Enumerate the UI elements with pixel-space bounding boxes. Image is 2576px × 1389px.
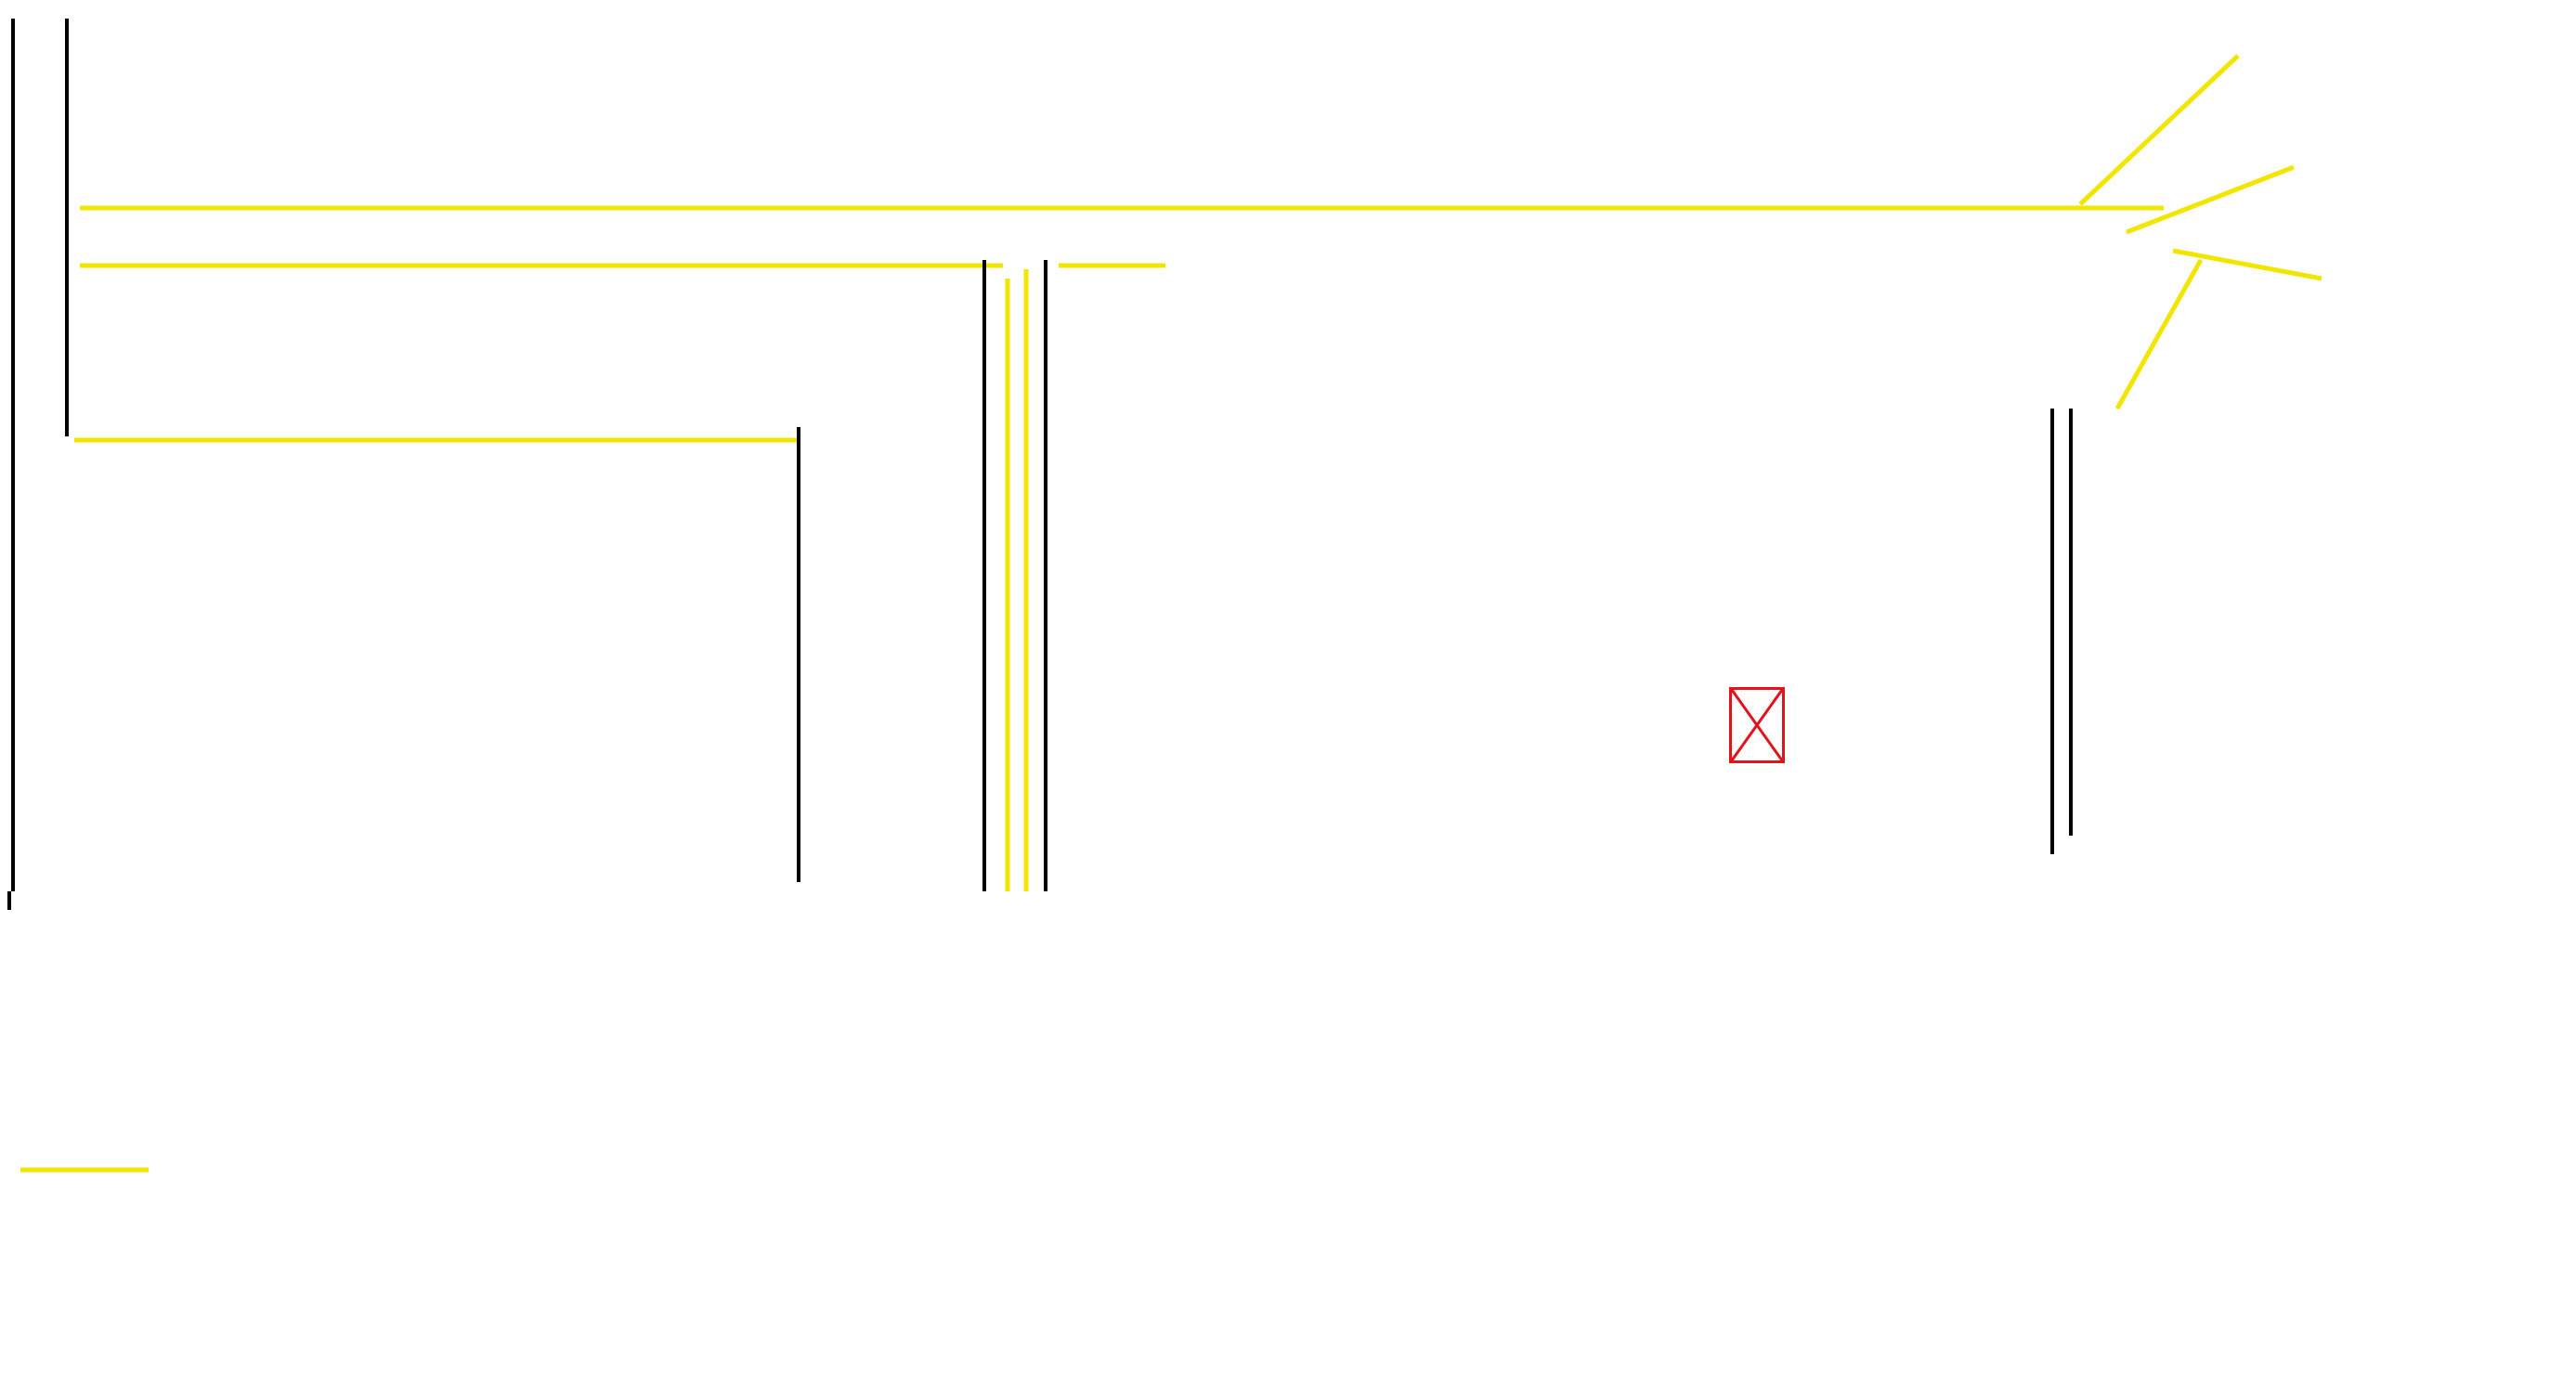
sold-legend-swatch [1729,687,1785,763]
road-edges [20,56,2322,1170]
road-lines [9,19,2071,910]
